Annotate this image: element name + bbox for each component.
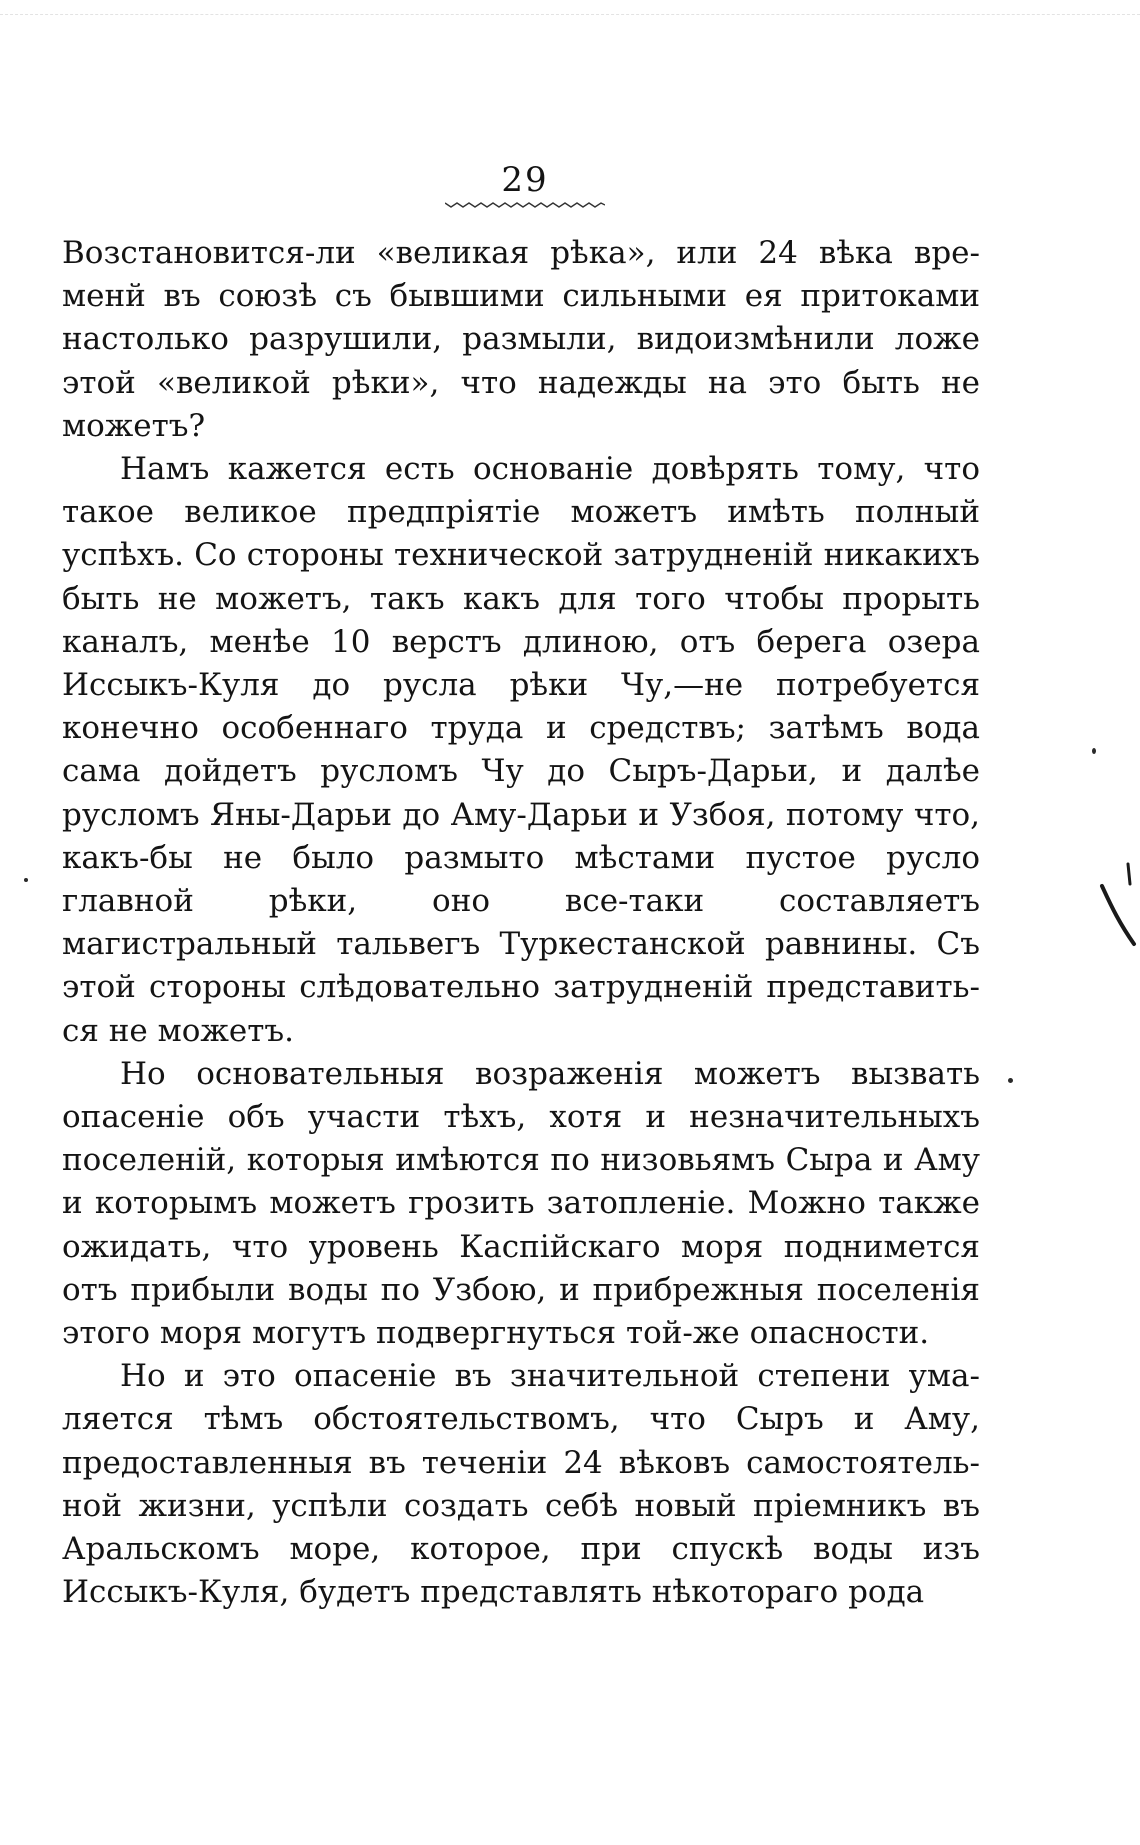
page-number: 29 [501,160,549,200]
ink-speck [1008,1078,1013,1083]
ink-speck [1092,748,1096,754]
page-top-edge [0,0,1140,15]
margin-pencil-mark [1098,860,1140,970]
paragraph-4: Но и это опасеніе въ значительной степени умаляется тѣмъ обстоятельствомъ, что Сыръ и Аму, предоставленныя въ теченіи 24 вѣковъ самостоятельной жизни, успѣли создать себѣ новый пріемникъ въ Аральскомъ море, которое, при спускѣ воды изъ Иссыкъ-Куля, будетъ представлять нѣкотораго рода [62,1358,980,1611]
body-text [62,232,980,1615]
paragraph-2: Намъ кажется есть основаніе довѣрять тому, что такое великое предпріятіе можетъ имѣть полный успѣхъ. Со стороны технической затрудненій никакихъ быть не можетъ, такъ какъ для того чтобы прорыть каналъ, менѣе 10 верстъ длиною, отъ берега озера Иссыкъ-Куля до русла рѣки Чу,—не потребуется конечно особеннаго труда и средствъ; затѣмъ вода сама дойдетъ русломъ Чу до Сыръ-Дарьи, и далѣе русломъ Яны-Дарьи до Аму-Дарьи и Узбоя, потому что, какъ-бы не было размыто мѣстами пустое русло главной рѣки, оно все-таки составляетъ магистральный тальвегъ Туркестанской равнины. Съ этой стороны слѣдовательно затрудненій представиться не можетъ. [62,451,980,1049]
ink-speck [24,878,28,882]
paragraph-1: Возстановится-ли «великая рѣка», или 24 вѣка временй въ союзѣ съ бывшими сильными ея притоками настолько разрушили, размыли, видоизмѣнили ложе этой «великой рѣки», что надежды на это быть не можетъ? [62,235,980,444]
paragraph-3: Но основательныя возраженія можетъ вызвать опасеніе объ участи тѣхъ, хотя и незначительныхъ поселеній, которыя имѣются по низовьямъ Сыра и Аму и которымъ можетъ грозить затопленіе. Можно также ожидать, что уровень Каспійскаго моря поднимется отъ прибыли воды по Узбою, и прибрежныя поселенія этого моря могутъ подвергнуться той-же опасности. [62,1055,980,1352]
page-number-ornament [445,200,605,210]
